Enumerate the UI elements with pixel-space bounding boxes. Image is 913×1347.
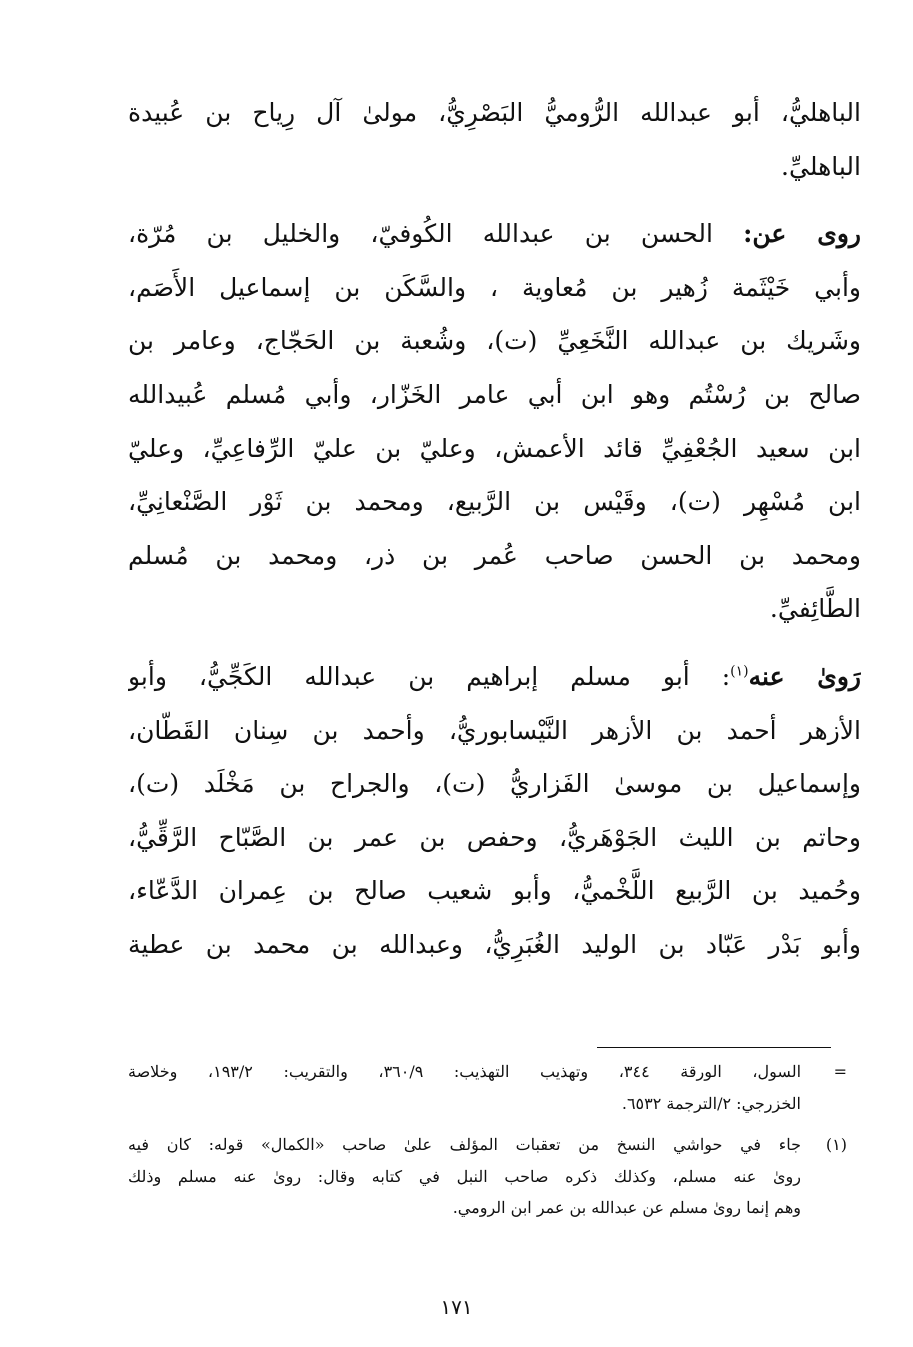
text-line: وحُميد بن الرَّبيع اللَّخْميُّ، وأبو شعيب صالح بن عِمران الدَّعّاء، bbox=[128, 876, 861, 906]
page-number: ١٧١ bbox=[440, 1295, 473, 1319]
section-heading-narrated-from: روى عن: bbox=[743, 219, 861, 249]
footnote-continuation bbox=[128, 1056, 847, 1119]
text-line: الأزهر أحمد بن الأزهر النَّيْسابوريُّ، وأحمد بن سِنان القَطّان، bbox=[128, 715, 861, 745]
footnote-reference: (١) bbox=[730, 663, 749, 680]
text-line: ابن مُسْهِر (ت)، وقَيْس بن الرَّبيع، ومحمد بن ثَوْر الصَّنْعانِيِّ، bbox=[128, 487, 861, 517]
footnote-marker: = bbox=[833, 1062, 847, 1081]
paragraph-intro bbox=[128, 86, 861, 193]
text-line: صالح بن رُسْتُم وهو ابن أبي عامر الخَزّار، وأبي مُسلم عُبيدالله bbox=[128, 379, 861, 409]
text-line: الطَّائِفيِّ. bbox=[769, 594, 861, 624]
paragraph-narrated-by bbox=[128, 650, 861, 972]
main-text bbox=[128, 86, 861, 972]
footnote-1 bbox=[128, 1129, 847, 1224]
footnote-text bbox=[128, 1056, 801, 1119]
text-line: وأبو بَدْر عَبّاد بن الوليد الغُبَرِيُّ، وعبدالله بن محمد بن عطية bbox=[128, 929, 861, 959]
section-heading-narrated-by: رَوىٰ عنه bbox=[748, 661, 861, 691]
footnote-text bbox=[128, 1129, 801, 1224]
paragraph-narrated-from bbox=[128, 207, 861, 636]
footnote-line: السول، الورقة ٣٤٤، وتهذيب التهذيب: ٣٦٠/٩، والتقريب: ١٩٣/٢، وخلاصة bbox=[128, 1062, 801, 1081]
footnote-line: وهم إنما روىٰ مسلم عن عبدالله بن عمر ابن الرومي. bbox=[452, 1198, 801, 1217]
text-line: وإسماعيل بن موسىٰ الفَزاريُّ (ت)، والجراح بن مَخْلَد (ت)، bbox=[128, 769, 861, 799]
footnotes bbox=[128, 1056, 847, 1224]
text-line: وشَريك بن عبدالله النَّخَعِيِّ (ت)، وشُعبة بن الحَجّاج، وعامر بن bbox=[128, 326, 861, 356]
footnote-marker: (١) bbox=[825, 1135, 847, 1154]
footnote-line: الخزرجي: ٢/الترجمة ٦٥٣٢. bbox=[621, 1093, 801, 1113]
text-line: ابن سعيد الجُعْفِيِّ قائد الأعمش، وعليّ بن عليّ الرِّفاعِيِّ، وعليّ bbox=[128, 433, 861, 463]
text-line: ومحمد بن الحسن صاحب عُمر بن ذر، ومحمد بن مُسلم bbox=[128, 540, 861, 570]
footnote-line: روىٰ عنه مسلم، وكذلك ذكره صاحب النبل في كتابه وقال: روىٰ عنه مسلم وذلك bbox=[128, 1166, 801, 1186]
text-line: وأبي خَيْثَمة زُهير بن مُعاوية ، والسَّكَن بن إسماعيل الأَصَم، bbox=[128, 272, 861, 302]
text-line: رَوىٰ عنه$^{(١)}$: أبو مسلم إبراهيم بن عبدالله الكَجِّيُّ، وأبو bbox=[128, 661, 861, 691]
text-line: الباهليُّ، أبو عبدالله الرُّوميُّ البَصْرِيُّ، مولىٰ آل رِياح بن عُبيدة bbox=[128, 98, 861, 127]
text-line: وحاتم بن الليث الجَوْهَريُّ، وحفص بن عمر بن الصَّبّاح الرَّقِّيُّ، bbox=[128, 822, 861, 852]
text-line: الباهليِّ. bbox=[781, 151, 861, 181]
text-line: روى عن: الحسن بن عبدالله الكُوفيّ، والخليل بن مُرّة، bbox=[128, 219, 861, 249]
footnote-line: جاء في حواشي النسخ من تعقبات المؤلف علىٰ صاحب «الكمال» قوله: كان فيه bbox=[128, 1135, 801, 1154]
footnote-separator bbox=[597, 1047, 831, 1048]
